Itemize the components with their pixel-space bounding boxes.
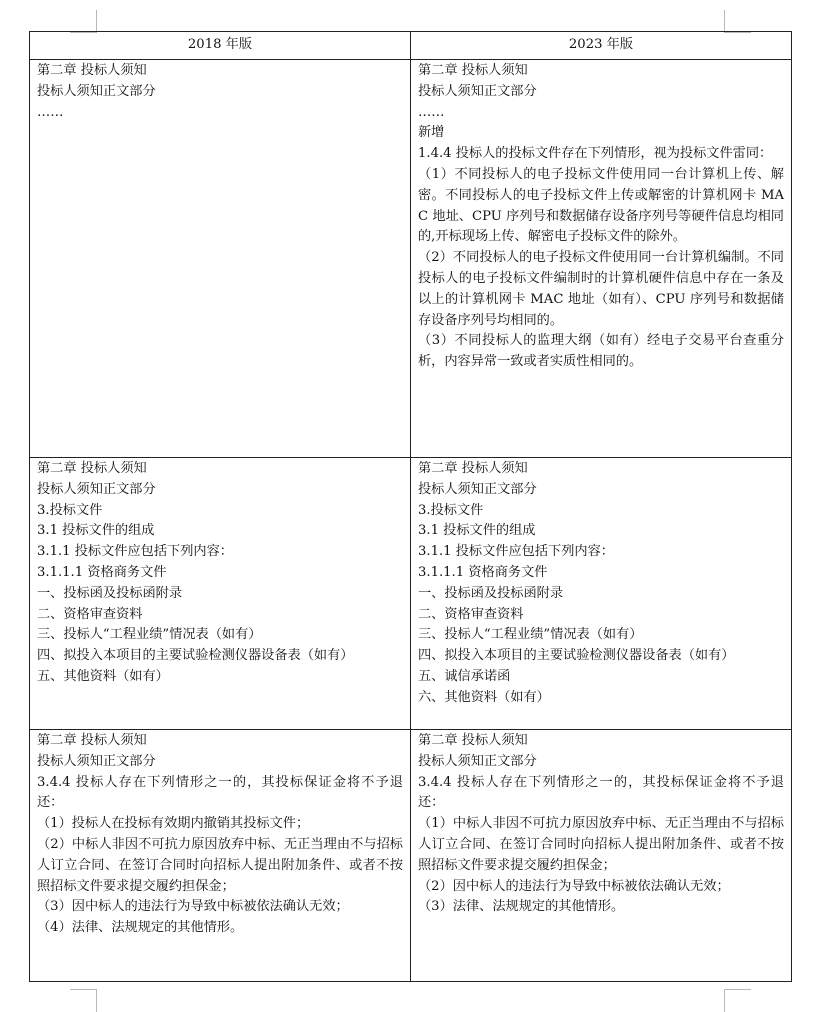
text-line: …… <box>418 104 445 120</box>
text-line: 三、投标人“工程业绩”情况表（如有） <box>418 627 643 643</box>
text-line: 3.投标文件 <box>37 502 103 518</box>
cell-2018 <box>30 458 411 730</box>
text-line: 3.1 投标文件的组成 <box>37 523 155 539</box>
text-line: 一、投标函及投标函附录 <box>418 585 564 601</box>
text-line: 五、其他资料（如有） <box>37 668 169 684</box>
text-line: 六、其他资料（如有） <box>418 689 550 705</box>
text-line: 二、资格审查资料 <box>37 606 143 622</box>
text-line: （2）中标人非因不可抗力原因放弃中标、无正当理由不与招标人订立合同、在签订合同时向招标人提出附加条件、或者不按照招标文件要求提交履约担保金； <box>37 836 403 894</box>
text-line: 3.1.1 投标文件应包括下列内容： <box>37 544 233 560</box>
text-line: 三、投标人“工程业绩”情况表（如有） <box>37 627 262 643</box>
text-line: 3.4.4 投标人存在下列情形之一的，其投标保证金将不予退还： <box>37 774 403 811</box>
text-line: 3.1.1.1 资格商务文件 <box>418 564 548 580</box>
text-line: 3.投标文件 <box>418 502 484 518</box>
text-line: 3.1 投标文件的组成 <box>418 523 536 539</box>
text-line: 投标人须知正文部分 <box>37 481 156 497</box>
text-line: 3.1.1 投标文件应包括下列内容： <box>418 544 614 560</box>
text-line: 1.4.4 投标人的投标文件存在下列情形，视为投标文件雷同： <box>418 146 773 162</box>
table-row <box>30 458 792 730</box>
comparison-table <box>29 31 792 982</box>
text-line: 第二章 投标人须知 <box>418 461 528 476</box>
text-line: 五、诚信承诺函 <box>418 668 511 684</box>
crop-mark-top-left <box>70 10 97 33</box>
table-row <box>30 60 792 458</box>
cell-2023 <box>411 730 792 982</box>
text-line: 四、拟投入本项目的主要试验检测仪器设备表（如有） <box>418 648 735 664</box>
text-line: 第二章 投标人须知 <box>37 461 147 476</box>
cell-2023 <box>411 60 792 458</box>
text-line: （3）不同投标人的监理大纲（如有）经电子交易平台查重分析，内容异常一致或者实质性相同的。 <box>418 333 784 370</box>
text-line: 新增 <box>418 125 445 141</box>
text-line: 第二章 投标人须知 <box>418 63 528 78</box>
text-line: （1）投标人在投标有效期内撤销其投标文件； <box>37 816 310 832</box>
text-line: 一、投标函及投标函附录 <box>37 585 183 601</box>
header-row <box>30 32 792 60</box>
crop-mark-top-right <box>724 10 751 33</box>
text-line: （2）因中标人的违法行为导致中标被依法确认无效； <box>418 878 730 894</box>
text-line: （3）法律、法规规定的其他情形。 <box>418 899 625 915</box>
cell-2018 <box>30 60 411 458</box>
text-line: 3.4.4 投标人存在下列情形之一的，其投标保证金将不予退还： <box>418 774 784 811</box>
text-line: （2）不同投标人的电子投标文件使用同一台计算机编制。不同投标人的电子投标文件编制时的计算机硬件信息中存在一条及以上的计算机网卡 MAC 地址（如有）、CPU 序列号和数据储存设备序列号均相同的。 <box>418 250 784 328</box>
text-line: 第二章 投标人须知 <box>37 63 147 78</box>
text-line: 投标人须知正文部分 <box>37 753 156 769</box>
cell-2018 <box>30 730 411 982</box>
table-row <box>30 730 792 982</box>
text-line: 投标人须知正文部分 <box>37 83 156 99</box>
text-line: 四、拟投入本项目的主要试验检测仪器设备表（如有） <box>37 648 354 664</box>
header-2023: 2023 年版 <box>411 32 792 60</box>
text-line: 3.1.1.1 资格商务文件 <box>37 564 167 580</box>
text-line: 投标人须知正文部分 <box>418 481 537 497</box>
text-line: （1）不同投标人的电子投标文件使用同一台计算机上传、解密。不同投标人的电子投标文件上传或解密的计算机网卡 MAC 地址、CPU 序列号和数据储存设备序列号等硬件信息均相同的,开标现场上传、解密电子投标文件的除外。 <box>418 166 784 245</box>
text-line: （3）因中标人的违法行为导致中标被依法确认无效； <box>37 899 349 915</box>
text-line: …… <box>37 104 64 120</box>
text-line: 二、资格审查资料 <box>418 606 524 622</box>
text-line: 第二章 投标人须知 <box>37 733 147 748</box>
header-2018: 2018 年版 <box>30 32 411 60</box>
text-line: 投标人须知正文部分 <box>418 753 537 769</box>
text-line: （4）法律、法规规定的其他情形。 <box>37 920 244 936</box>
text-line: 投标人须知正文部分 <box>418 83 537 99</box>
cell-2023 <box>411 458 792 730</box>
text-line: （1）中标人非因不可抗力原因放弃中标、无正当理由不与招标人订立合同、在签订合同时向招标人提出附加条件、或者不按照招标文件要求提交履约担保金； <box>418 816 784 873</box>
text-line: 第二章 投标人须知 <box>418 733 528 748</box>
